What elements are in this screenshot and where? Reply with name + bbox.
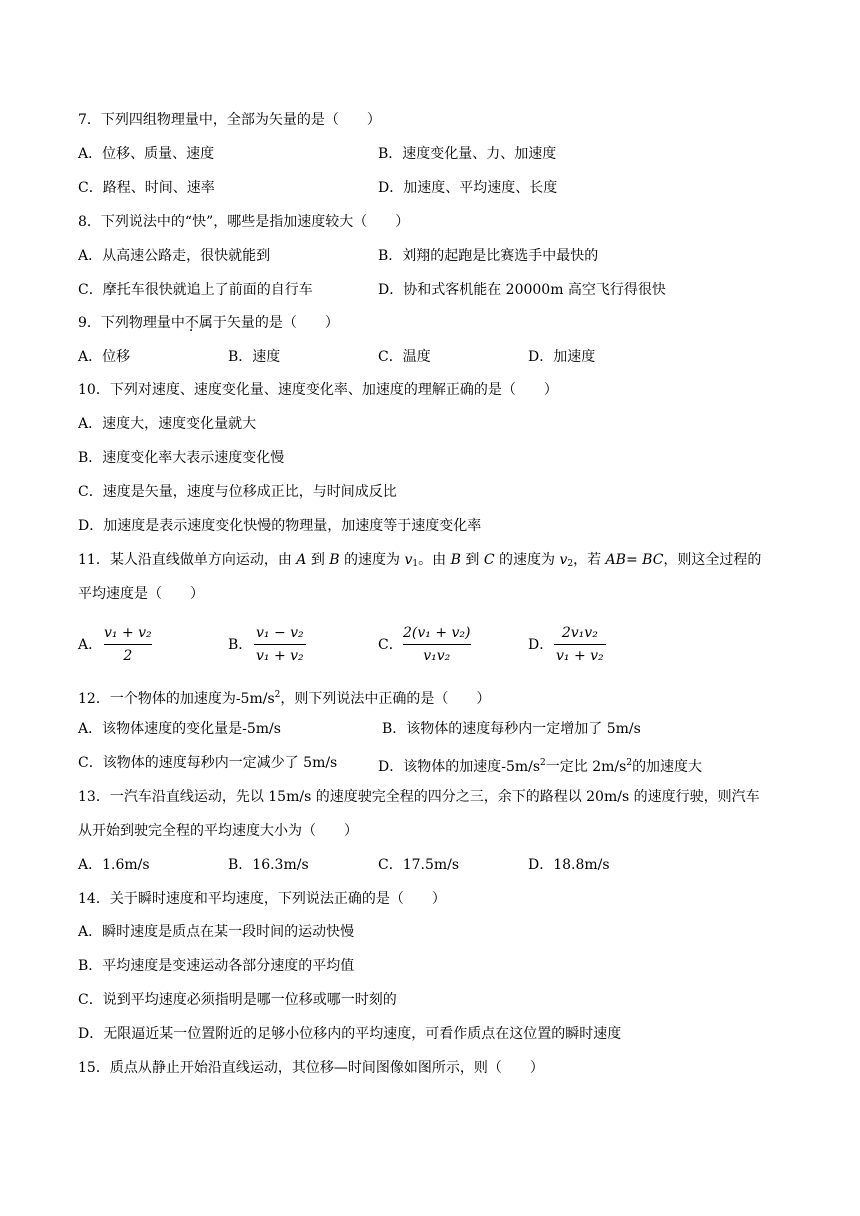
q13-option-c: C．17.5m/s bbox=[378, 857, 460, 873]
q7-option-a: A．位移、质量、速度 bbox=[78, 146, 215, 162]
q9-option-c: C．温度 bbox=[378, 349, 431, 365]
point-b: B bbox=[450, 552, 461, 568]
fraction-numerator: 2v₁v₂ bbox=[561, 625, 598, 641]
q14-option-c: C．说到平均速度必须指明是哪一位移或哪一时刻的 bbox=[78, 992, 397, 1008]
fraction-denominator: v₁ + v₂ bbox=[256, 648, 304, 664]
fraction-bar bbox=[554, 644, 606, 645]
q11-option-b-label: B． bbox=[228, 637, 253, 653]
q12-option-c: C．该物体的速度每秒内一定减少了 5m/s bbox=[78, 755, 338, 771]
q11-text: 的速度为 bbox=[339, 552, 405, 568]
fraction-numerator: v₁ + v₂ bbox=[104, 625, 152, 641]
q14-stem: 14．关于瞬时速度和平均速度，下列说法正确的是（ ） bbox=[78, 891, 446, 907]
q10-option-c: C．速度是矢量，速度与位移成正比，与时间成反比 bbox=[78, 484, 397, 500]
q12-text: D．该物体的加速度-5m/s bbox=[378, 759, 541, 775]
q10-option-d: D．加速度是表示速度变化快慢的物理量，加速度等于速度变化率 bbox=[78, 518, 482, 534]
equals-sign: = bbox=[625, 552, 643, 568]
q13-option-a: A．1.6m/s bbox=[78, 857, 150, 873]
subscript-1: 1 bbox=[412, 559, 419, 569]
q11-stem-line1 bbox=[78, 551, 761, 573]
q10-option-a: A．速度大，速度变化量就大 bbox=[78, 416, 257, 432]
q9-stem-post: 属于矢量的是（ ） bbox=[198, 315, 339, 331]
q9-option-d: D．加速度 bbox=[528, 349, 596, 365]
q14-option-a: A．瞬时速度是质点在某一段时间的运动快慢 bbox=[78, 924, 355, 940]
point-c: C bbox=[483, 552, 495, 568]
superscript-2: 2 bbox=[626, 758, 633, 768]
q11-text: 到 bbox=[306, 552, 330, 568]
point-a: A bbox=[296, 552, 307, 568]
fraction-bar bbox=[254, 644, 306, 645]
q11-option-a-fraction bbox=[104, 625, 152, 665]
q9-stem-pre: 9．下列物理量中 bbox=[78, 315, 185, 331]
fraction-bar bbox=[403, 644, 471, 645]
segment-bc: BC bbox=[642, 552, 664, 568]
q12-option-b: B．该物体的速度每秒内一定增加了 5m/s bbox=[382, 721, 641, 737]
q12-stem bbox=[78, 686, 490, 708]
q11-option-c-label: C． bbox=[378, 637, 403, 653]
q11-text: 到 bbox=[460, 552, 484, 568]
q7-option-d: D．加速度、平均速度、长度 bbox=[378, 180, 558, 196]
velocity-v1: v bbox=[404, 552, 413, 568]
q12-text: 一定比 2m/s bbox=[545, 759, 627, 775]
q14-option-d: D．无限逼近某一位置附近的足够小位移内的平均速度，可看作质点在这位置的瞬时速度 bbox=[78, 1026, 622, 1042]
q12-text: 12．一个物体的加速度为-5m/s bbox=[78, 691, 275, 707]
fraction-denominator: v₁v₂ bbox=[423, 648, 451, 664]
fraction-bar bbox=[104, 644, 152, 645]
q11-text: 11．某人沿直线做单方向运动，由 bbox=[78, 552, 297, 568]
q11-text: 的速度为 bbox=[494, 552, 560, 568]
q11-option-a-label: A． bbox=[78, 637, 103, 653]
fraction-denominator: 2 bbox=[123, 648, 133, 664]
fraction-numerator: v₁ − v₂ bbox=[256, 625, 304, 641]
q11-text: ，则这全过程的 bbox=[663, 552, 762, 568]
q12-text: ，则下列说法中正确的是（ ） bbox=[280, 691, 491, 707]
q12-text: 的加速度大 bbox=[632, 759, 703, 775]
q9-option-b: B．速度 bbox=[228, 349, 281, 365]
q11-text: ，若 bbox=[573, 552, 606, 568]
q13-stem-line1: 13．一汽车沿直线运动，先以 15m/s 的速度驶完全程的四分之三，余下的路程以 20m/s 的速度行驶，则汽车 bbox=[78, 789, 760, 805]
q10-stem: 10．下列对速度、速度变化量、速度变化率、加速度的理解正确的是（ ） bbox=[78, 382, 558, 398]
q11-option-b-fraction bbox=[254, 625, 306, 665]
q8-option-d: D．协和式客机能在 20000m 高空飞行得很快 bbox=[378, 282, 666, 298]
q15-stem: 15．质点从静止开始沿直线运动，其位移—时间图像如图所示，则（ ） bbox=[78, 1060, 544, 1076]
q11-option-d-fraction bbox=[554, 625, 606, 665]
point-b: B bbox=[329, 552, 340, 568]
q9-stem-emphasis: 不 bbox=[184, 315, 199, 331]
q11-option-c-fraction bbox=[403, 625, 471, 665]
superscript-2: 2 bbox=[540, 758, 546, 768]
q7-option-b: B．速度变化量、力、加速度 bbox=[378, 146, 557, 162]
q7-option-c: C．路程、时间、速率 bbox=[78, 180, 215, 196]
q11-option-d-label: D． bbox=[528, 637, 554, 653]
q14-option-b: B．平均速度是变速运动各部分速度的平均值 bbox=[78, 958, 355, 974]
subscript-2: 2 bbox=[567, 559, 574, 569]
q11-text: 。由 bbox=[418, 552, 451, 568]
q13-option-d: D．18.8m/s bbox=[528, 857, 610, 873]
q9-stem bbox=[78, 314, 339, 332]
q8-option-b: B．刘翔的起跑是比赛选手中最快的 bbox=[378, 248, 599, 264]
fraction-denominator: v₁ + v₂ bbox=[556, 648, 604, 664]
superscript-2: 2 bbox=[274, 690, 281, 700]
fraction-numerator: 2(v₁ + v₂) bbox=[403, 625, 471, 641]
q12-option-d bbox=[378, 754, 702, 776]
q8-option-c: C．摩托车很快就追上了前面的自行车 bbox=[78, 282, 313, 298]
velocity-v2: v bbox=[559, 552, 568, 568]
segment-ab: AB bbox=[605, 552, 626, 568]
q10-option-b: B．速度变化率大表示速度变化慢 bbox=[78, 450, 285, 466]
q12-option-a: A．该物体速度的变化量是-5m/s bbox=[78, 721, 281, 737]
q11-stem-line2: 平均速度是（ ） bbox=[78, 586, 204, 602]
q13-stem-line2: 从开始到驶完全程的平均速度大小为（ ） bbox=[78, 823, 358, 839]
q7-stem: 7．下列四组物理量中，全部为矢量的是（ ） bbox=[78, 112, 381, 128]
q9-option-a: A．位移 bbox=[78, 349, 131, 365]
q13-option-b: B．16.3m/s bbox=[228, 857, 309, 873]
q8-stem: 8．下列说法中的“快”，哪些是指加速度较大（ ） bbox=[78, 214, 410, 230]
q8-option-a: A．从高速公路走，很快就能到 bbox=[78, 248, 271, 264]
